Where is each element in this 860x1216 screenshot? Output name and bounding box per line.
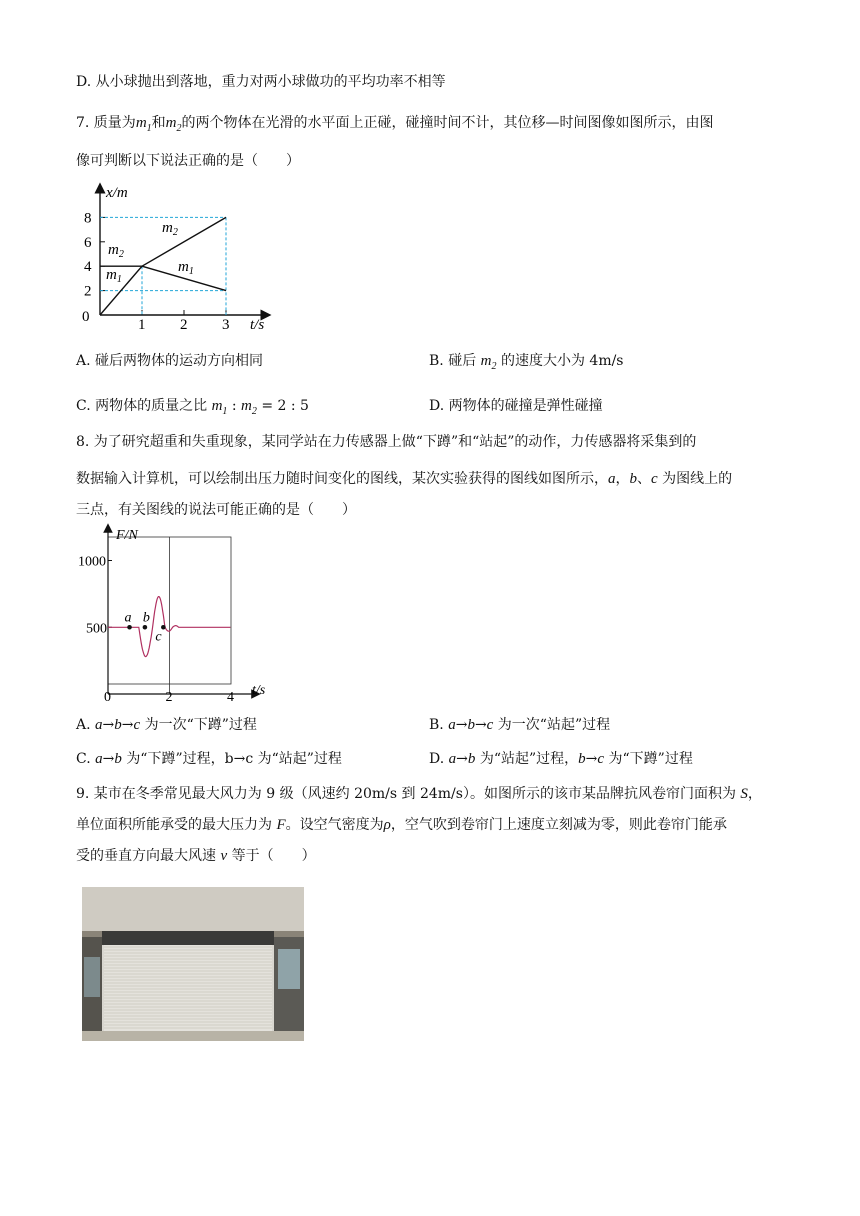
q7-y-tick-label: 2 <box>84 283 92 300</box>
q9-stem-line2: 单位面积所能承受的最大压力为 F。设空气密度为ρ，空气吹到卷帘门上速度立刻减为零，则此卷帘门能承 <box>76 817 727 833</box>
q8-x-label: t/s <box>252 683 266 698</box>
q8-stem-line3: 三点，有关图线的说法可能正确的是（ ） <box>76 502 356 518</box>
q8-option-b: B. a→b→c 为一次“站起”过程 <box>429 717 611 733</box>
q7-x-tick-label: 2 <box>180 317 188 330</box>
q7-origin-label: 0 <box>82 309 90 325</box>
q8-point-c <box>161 625 166 630</box>
q8-x-tick-label: 4 <box>227 690 234 702</box>
q6-option-d: D. 从小球抛出到落地，重力对两小球做功的平均功率不相等 <box>76 74 446 90</box>
q7-x-label: t/s <box>250 317 265 330</box>
q7-y-tick-label: 8 <box>84 210 92 227</box>
q7-stem-line2: 像可判断以下说法正确的是（ ） <box>76 153 300 169</box>
q9-stem-line3: 受的垂直方向最大风速 v 等于（ ） <box>76 848 316 864</box>
q8-stem-line2: 数据输入计算机，可以绘制出压力随时间变化的图线，某次实验获得的图线如图所示，a，b、c 为图线上的 <box>76 471 733 487</box>
q8-y-tick-label: 500 <box>86 621 107 637</box>
q7-y-tick-label: 6 <box>84 234 92 251</box>
q7-label-m1-right: $m_1$ <box>178 259 194 277</box>
q7-option-c: C. 两物体的质量之比 $m_1$ : $m_2 = 2$ : 5 <box>76 398 309 417</box>
q7-option-b: B. 碰后 $m_2$ 的速度大小为 4m/s <box>429 353 624 372</box>
q8-y-tick-label: 1000 <box>78 554 106 570</box>
q8-x-tick-label: 2 <box>165 690 173 702</box>
q8-ticks <box>78 555 234 703</box>
q8-option-c: C. a→b 为“下蹲”过程，b→c 为“站起”过程 <box>76 751 342 767</box>
q7-x-tick-label: 3 <box>222 317 230 330</box>
q8-point-label-b: b <box>142 610 150 626</box>
q8-point-a <box>127 625 132 630</box>
q7-y-tick-label: 4 <box>84 259 92 276</box>
q7-displacement-time-chart <box>76 180 276 330</box>
q9-stem-line1: 9. 某市在冬季常见最大风力为 9 级（风速约 20m/s 到 24m/s）。如图所示的该市某品牌抗风卷帘门面积为 S， <box>76 786 762 802</box>
q7-y-label: x/m <box>106 185 128 201</box>
q7-label-m1-left: $m_1$ <box>106 267 122 285</box>
q8-point-label-c: c <box>155 629 162 645</box>
q7-option-d: D. 两物体的碰撞是弹性碰撞 <box>429 398 603 414</box>
q8-point-label-a: a <box>124 610 132 626</box>
q8-option-d: D. a→b 为“站起”过程，b→c 为“下蹲”过程 <box>429 751 693 767</box>
q8-y-label: F/N <box>116 528 138 543</box>
q8-stem-line1: 8. 为了研究超重和失重现象，某同学站在力传感器上做“下蹲”和“站起”的动作，力传感器将采集到的 <box>76 434 697 450</box>
q7-stem-line1: 7. 质量为$m_1$和$m_2$的两个物体在光滑的水平面上正碰，碰撞时间不计，其位移—时间图像如图所示，由图 <box>76 115 714 134</box>
q7-x-tick-label: 1 <box>138 317 146 330</box>
q8-points <box>125 610 166 644</box>
q7-label-m2-right: $m_2$ <box>162 220 178 238</box>
q8-point-b <box>143 625 148 630</box>
q8-force-time-chart <box>76 522 276 702</box>
q7-label-m2-left: $m_2$ <box>108 242 124 260</box>
rolling-door-photo <box>82 887 304 1041</box>
q8-x-tick-label: 0 <box>104 690 111 702</box>
q7-option-a: A. 碰后两物体的运动方向相同 <box>76 353 264 369</box>
q8-option-a: A. a→b→c 为一次“下蹲”过程 <box>76 717 257 733</box>
